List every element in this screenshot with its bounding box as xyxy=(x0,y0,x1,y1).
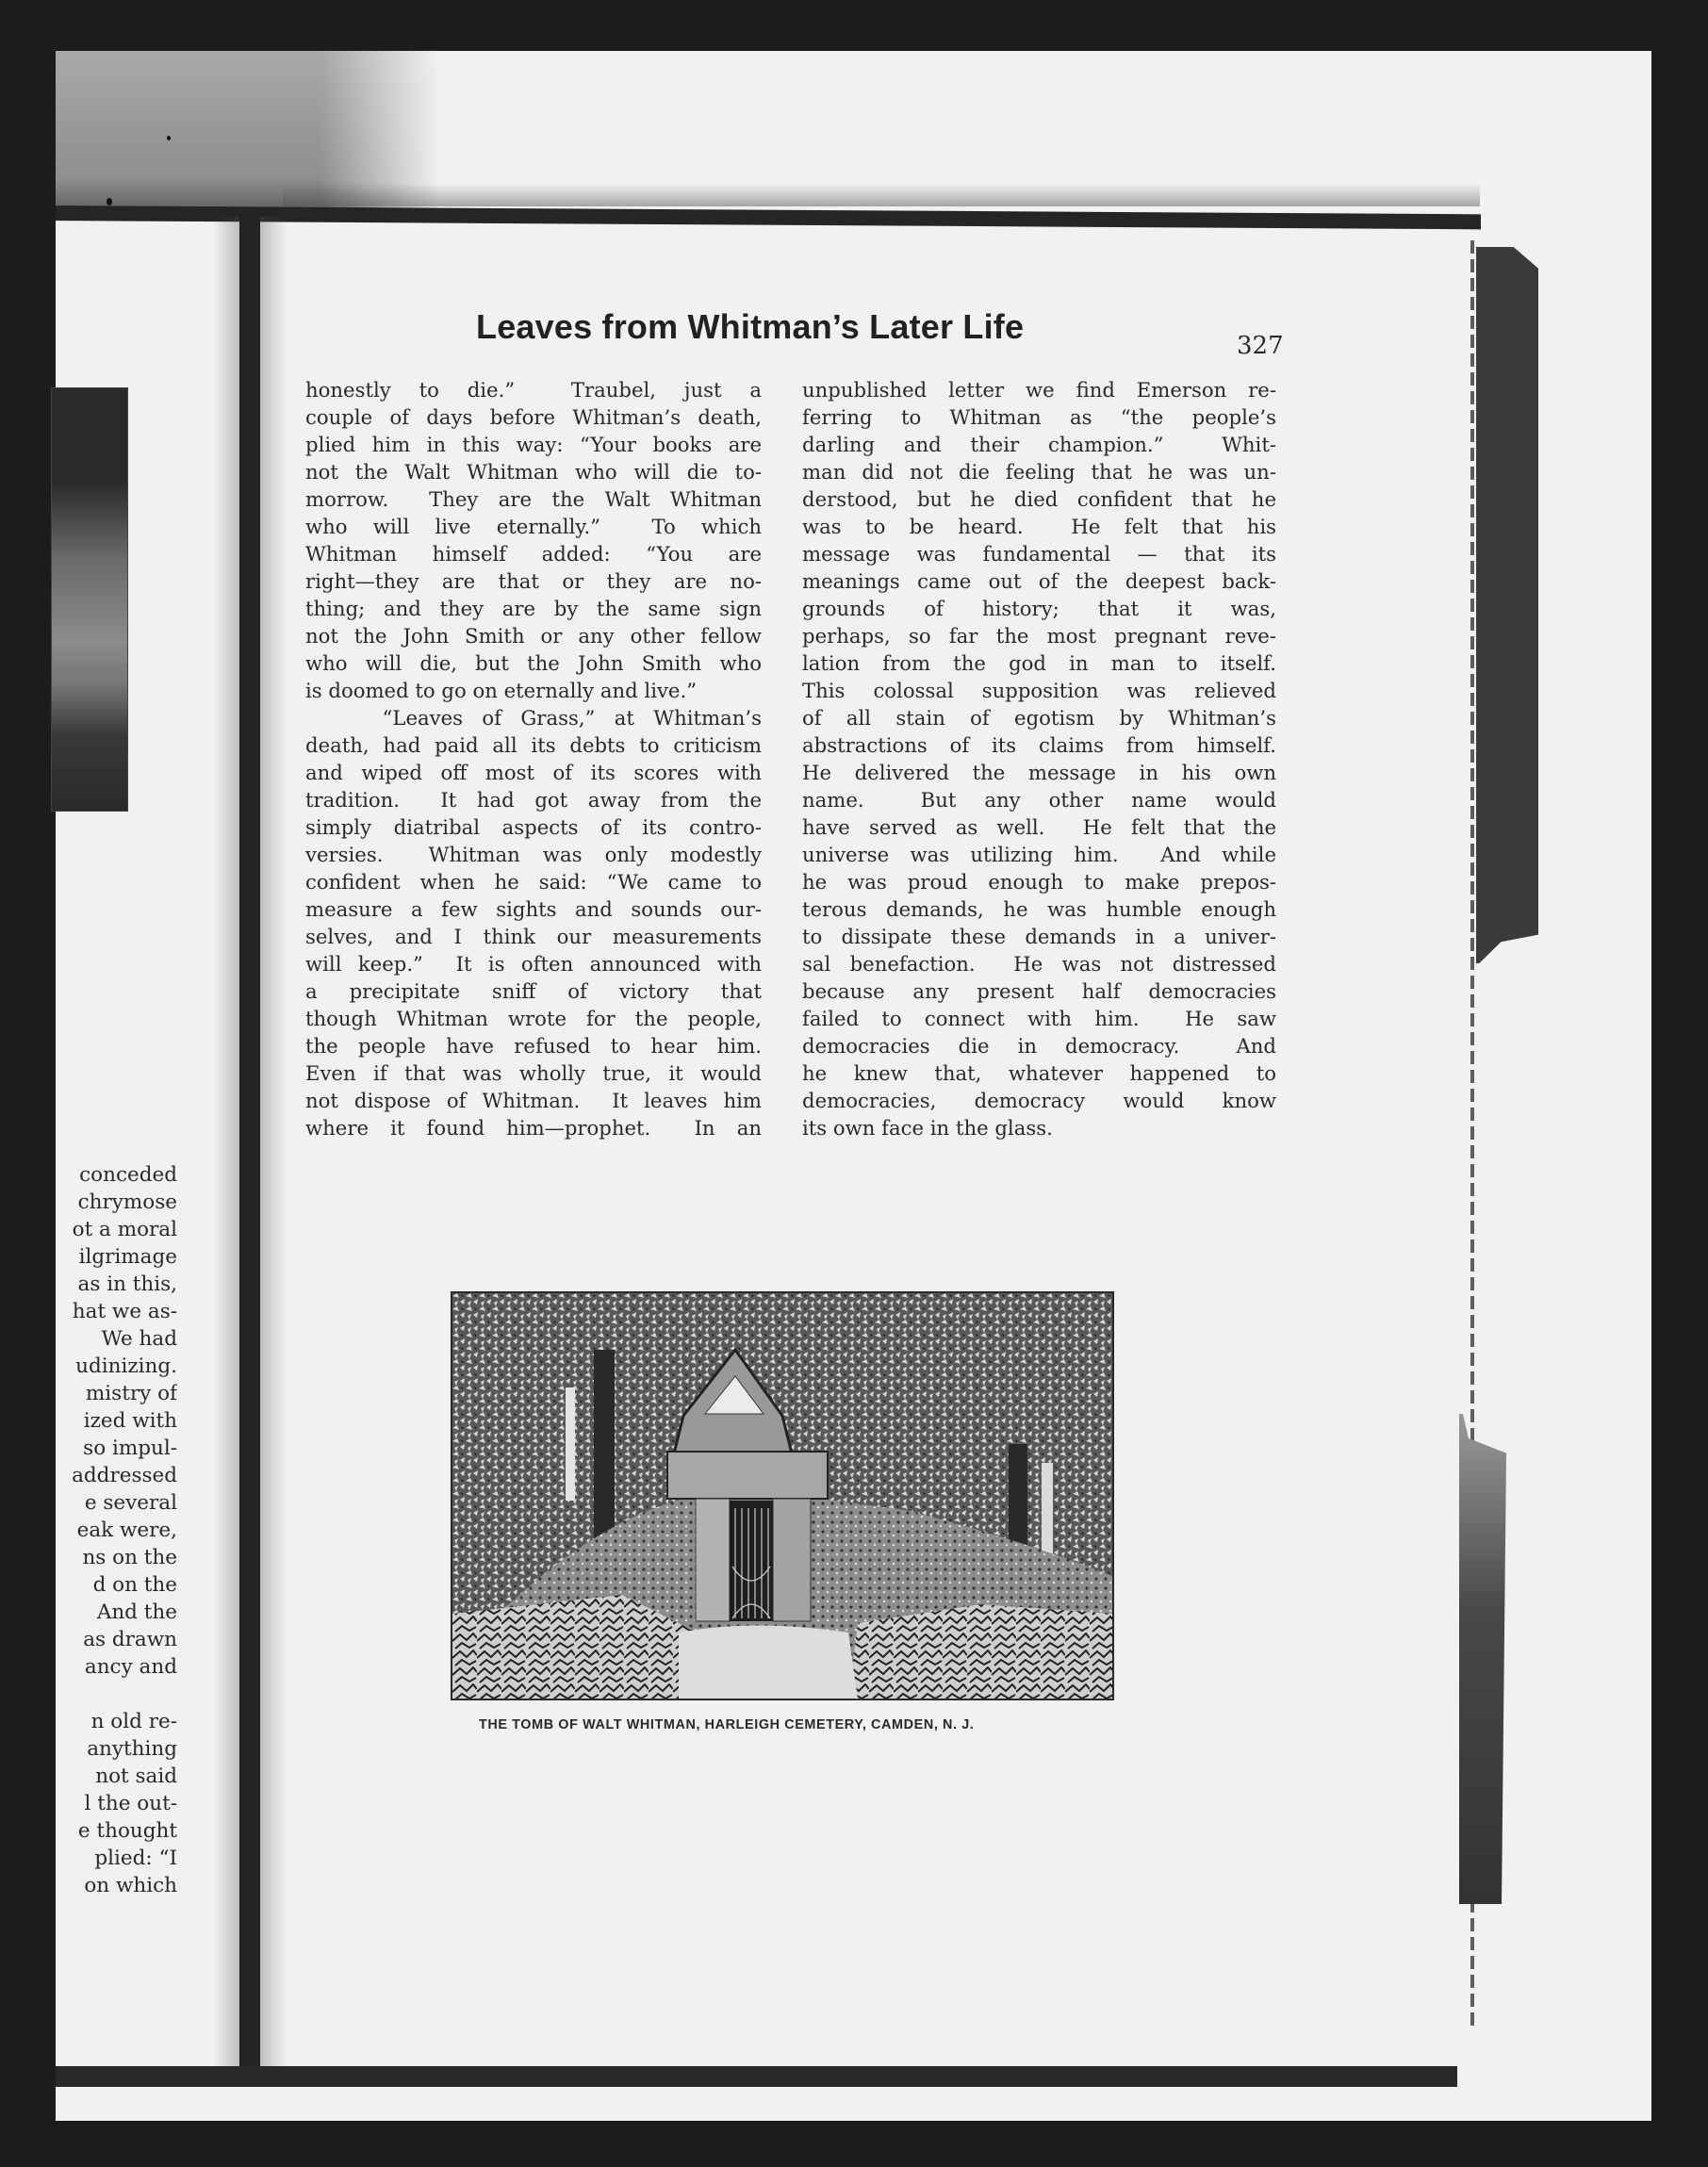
text-line: “Leaves of Grass,” at Whitman’s xyxy=(305,706,762,730)
page-bottom-edge-shadow xyxy=(43,2066,1457,2087)
text-line: tradition. It had got away from the xyxy=(305,788,762,812)
text-line: who will live eternally.” To which xyxy=(305,515,762,538)
article-column-right xyxy=(802,376,1276,1141)
article-column-left xyxy=(305,376,762,1141)
text-line: failed to connect with him. He saw xyxy=(802,1007,1276,1030)
text-line: ns on the xyxy=(82,1546,177,1569)
text-line: l the out- xyxy=(84,1792,177,1815)
right-border xyxy=(1651,0,1708,2167)
text-line: abstractions of its claims from himself. xyxy=(802,733,1276,757)
text-line: versies. Whitman was only modestly xyxy=(305,843,762,866)
text-line: not the John Smith or any other fellow xyxy=(305,624,762,648)
text-line: meanings came out of the deepest back- xyxy=(802,569,1276,593)
page-edge-shadow-lower xyxy=(1459,1414,1506,1904)
text-line: message was fundamental — that its xyxy=(802,542,1276,566)
text-line: derstood, but he died confident that he xyxy=(802,487,1276,511)
text-line: have served as well. He felt that the xyxy=(802,815,1276,839)
text-line: couple of days before Whitman’s death, xyxy=(305,405,762,429)
text-line: chrymose xyxy=(77,1190,177,1214)
text-line: death, had paid all its debts to criticism xyxy=(305,733,762,757)
text-line: lation from the god in man to itself. xyxy=(802,651,1276,675)
text-line: n old re- xyxy=(90,1710,177,1733)
text-line: udinizing. xyxy=(75,1354,177,1378)
tomb-photograph xyxy=(451,1291,1114,1700)
text-line: ancy and xyxy=(84,1655,177,1679)
scan-speck xyxy=(167,136,171,140)
text-line: ized with xyxy=(83,1409,177,1433)
text-line: mistry of xyxy=(85,1382,177,1405)
page-number: 327 xyxy=(1237,332,1284,360)
text-line: thing; and they are by the same sign xyxy=(305,597,762,620)
text-line: he knew that, whatever happened to xyxy=(802,1061,1276,1085)
text-line: simply diatribal aspects of its contro- xyxy=(305,815,762,839)
running-title: Leaves from Whitman’s Later Life xyxy=(476,307,1025,346)
previous-page-text-fragment xyxy=(49,1161,177,1899)
text-line: conceded xyxy=(79,1163,177,1187)
tomb-illustration xyxy=(452,1293,1112,1699)
text-line: eak were, xyxy=(76,1519,177,1542)
text-line: morrow. They are the Walt Whitman xyxy=(305,487,762,511)
text-line: of all stain of egotism by Whitman’s xyxy=(802,706,1276,730)
text-line: not the Walt Whitman who will die to- xyxy=(305,460,762,484)
text-line: Whitman himself added: “You are xyxy=(305,542,762,566)
text-line: grounds of history; that it was, xyxy=(802,597,1276,620)
scan-shadow xyxy=(283,184,1480,206)
text-line: darling and their champion.” Whit- xyxy=(802,433,1276,456)
text-line: right—they are that or they are no- xyxy=(305,569,762,593)
text-line: hat we as- xyxy=(72,1300,177,1323)
text-line: ferring to Whitman as “the people’s xyxy=(802,405,1276,429)
text-line: to dissipate these demands in a univer- xyxy=(802,925,1276,948)
text-line: honestly to die.” Traubel, just a xyxy=(305,378,762,402)
text-line: is doomed to go on eternally and live.” xyxy=(305,679,698,702)
text-line: and wiped off most of its scores with xyxy=(305,761,762,784)
text-line: not said xyxy=(95,1765,177,1788)
text-line: And the xyxy=(96,1601,177,1624)
text-line: will keep.” It is often announced with xyxy=(305,952,762,976)
text-line: man did not die feeling that he was un- xyxy=(802,460,1276,484)
previous-page-photo-fragment xyxy=(51,387,128,812)
text-line: terous demands, he was humble enough xyxy=(802,897,1276,921)
text-line: e thought xyxy=(77,1819,177,1843)
book-gutter xyxy=(239,217,260,2069)
figure-caption: THE TOMB OF WALT WHITMAN, HARLEIGH CEMETERY, CAMDEN, N. J. xyxy=(479,1717,975,1732)
text-line: anything xyxy=(87,1737,177,1761)
text-line: he was proud enough to make prepos- xyxy=(802,870,1276,894)
text-line: addressed xyxy=(72,1464,177,1487)
text-line: This colossal supposition was relieved xyxy=(802,679,1276,702)
text-line: measure a few sights and sounds our- xyxy=(305,897,762,921)
text-line: name. But any other name would xyxy=(802,788,1276,812)
text-line: not dispose of Whitman. It leaves him xyxy=(305,1089,762,1112)
text-line: on which xyxy=(84,1874,177,1897)
text-line: who will die, but the John Smith who xyxy=(305,651,762,675)
text-line: was to be heard. He felt that his xyxy=(802,515,1276,538)
text-line: democracies die in democracy. And xyxy=(802,1034,1276,1058)
text-line: democracies, democracy would know xyxy=(802,1089,1276,1112)
text-line: sal benefaction. He was not distressed xyxy=(802,952,1276,976)
text-line: Even if that was wholly true, it would xyxy=(305,1061,762,1085)
text-line: universe was utilizing him. And while xyxy=(802,843,1276,866)
text-line: perhaps, so far the most pregnant reve- xyxy=(802,624,1276,648)
text-line: ot a moral xyxy=(72,1218,177,1241)
text-line: where it found him—prophet. In an xyxy=(305,1116,762,1140)
text-line: its own face in the glass. xyxy=(802,1116,1053,1140)
text-line: unpublished letter we find Emerson re- xyxy=(802,378,1276,402)
text-line: as in this, xyxy=(77,1272,177,1296)
text-line: as drawn xyxy=(83,1628,177,1651)
scan-speck xyxy=(107,198,112,205)
text-line: selves, and I think our measurements xyxy=(305,925,762,948)
text-line: though Whitman wrote for the people, xyxy=(305,1007,762,1030)
text-line: a precipitate sniff of victory that xyxy=(305,979,762,1003)
text-line: plied him in this way: “Your books are xyxy=(305,433,762,456)
text-line: plied: “I xyxy=(94,1847,177,1870)
text-line: We had xyxy=(101,1327,177,1351)
text-line: because any present half democracies xyxy=(802,979,1276,1003)
text-line: d on the xyxy=(92,1573,177,1597)
text-line: so impul- xyxy=(83,1436,177,1460)
page-edge-shadow-upper xyxy=(1476,247,1538,963)
text-line: He delivered the message in his own xyxy=(802,761,1276,784)
text-line: confident when he said: “We came to xyxy=(305,870,762,894)
text-line: ilgrimage xyxy=(78,1245,177,1269)
text-line xyxy=(49,1681,177,1708)
text-line: e several xyxy=(84,1491,177,1515)
text-line: the people have refused to hear him. xyxy=(305,1034,762,1058)
